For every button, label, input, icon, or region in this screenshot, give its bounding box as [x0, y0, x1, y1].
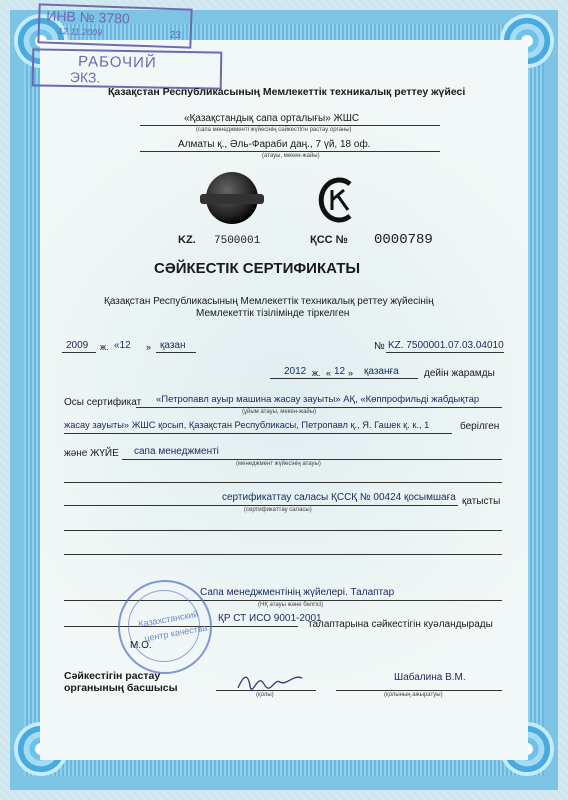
underline	[64, 433, 452, 434]
seal-text: Казахстанский	[137, 608, 200, 630]
holder-label: Осы сертификат	[64, 397, 142, 408]
round-seal	[118, 580, 212, 674]
kss-label: ҚСС №	[310, 234, 348, 246]
scope-relation: қатысты	[462, 496, 501, 507]
requirements-line1: Сапа менеджментінің жүйелері. Талаптар	[200, 587, 395, 598]
kss-number: 0000789	[374, 232, 433, 248]
underline	[64, 482, 502, 483]
issue-year: 2009	[66, 340, 89, 351]
reg-number: KZ. 7500001.07.03.04010	[388, 340, 504, 351]
stamp-number: 23	[169, 29, 182, 42]
valid-month: қазанға	[364, 366, 399, 377]
underline	[336, 690, 502, 691]
standard-name: ҚР СТ ИСО 9001-2001	[218, 613, 322, 624]
underline	[216, 690, 316, 691]
org-name: «Қазақстандық сапа орталығы» ЖШС	[184, 113, 360, 124]
issue-month: қазан	[160, 340, 186, 351]
year-suffix: ж.	[100, 342, 109, 352]
holder-caption: (ұйым атауы, мекен-жайы)	[242, 409, 317, 415]
subtitle-line1: Қазақстан Республикасының Мемлекеттік техникалық реттеу жүйесінің	[104, 296, 434, 307]
certificate-title: СӘЙКЕСТІК СЕРТИФИКАТЫ	[154, 260, 361, 277]
requirements-caption: (НҚ атауы және белгісі)	[258, 602, 324, 608]
underline	[270, 378, 418, 379]
stamp-text: ЭКЗ.	[69, 69, 101, 86]
seal-placeholder: М.О.	[130, 640, 152, 651]
issue-day: «12	[114, 340, 131, 351]
year-suffix: ж.	[312, 368, 321, 378]
quote-close: »	[146, 342, 152, 352]
scope-value: сертификаттау саласы ҚССҚ № 00424 қосымшаға	[222, 492, 456, 503]
underline	[64, 505, 458, 506]
name-caption: (қолының ажыратуы)	[384, 692, 443, 698]
head-name: Шабалина В.М.	[394, 672, 466, 683]
org-name-caption: (сапа менеджменті жүйесінің сәйкестігін растау органы)	[196, 127, 352, 133]
scope-caption: (сертификаттау саласы)	[244, 507, 312, 513]
conformity-text: талаптарына сәйкестігін куәландырады	[308, 619, 493, 630]
kz-label: KZ.	[178, 234, 196, 246]
holder-name-line1: «Петропавл ауыр машина жасау зауыты» АҚ, «Көппрофильді жабдықтар	[156, 394, 480, 405]
org-address-caption: (атауы, мекен-жайы)	[262, 153, 320, 159]
reg-label: №	[374, 341, 385, 352]
stamp-text: ИНВ № 3780	[46, 7, 131, 27]
underline	[140, 125, 440, 126]
subtitle-line2: Мемлекеттік тізілімінде тіркелген	[196, 308, 350, 319]
holder-name-line2: жасау зауыты» ЖШС қосып, Қазақстан Республикасы, Петропавл қ., Я. Гашек қ. к., 1	[64, 420, 430, 430]
stamp-date: 12.11.2009	[57, 26, 103, 38]
working-copy-stamp	[32, 48, 223, 89]
sign-caption: (қолы)	[256, 692, 274, 698]
org-address: Алматы қ., Әль-Фараби даң., 7 үй, 18 оф.	[178, 139, 371, 150]
underline	[62, 352, 96, 353]
seal-text: центр качества	[143, 622, 208, 644]
system-value: сапа менеджменті	[134, 446, 219, 457]
kz-number: 7500001	[214, 235, 261, 247]
system-caption: (менеджмент жүйесінің атауы)	[236, 461, 321, 467]
quote-open: «	[326, 368, 332, 378]
underline	[64, 530, 502, 531]
stamp-text: РАБОЧИЙ	[77, 53, 157, 72]
head-title-line1: Сәйкестігін растау	[64, 670, 161, 682]
valid-year: 2012	[284, 366, 307, 377]
system-title: Қазақстан Республикасының Мемлекеттік техникалық реттеу жүйесі	[108, 86, 466, 98]
underline	[156, 352, 196, 353]
valid-day: 12	[334, 366, 346, 377]
underline	[64, 554, 502, 555]
underline	[136, 407, 502, 408]
valid-until-text: дейін жарамды	[424, 368, 495, 379]
system-label: және ЖҮЙЕ	[64, 448, 119, 459]
quote-close: »	[348, 368, 354, 378]
head-title-line2: органының басшысы	[64, 682, 178, 694]
underline	[386, 352, 504, 353]
underline	[122, 459, 502, 460]
globe-logo-icon	[206, 172, 258, 224]
underline	[140, 151, 440, 152]
issued-word: берілген	[460, 421, 500, 432]
kt-conformity-mark-icon	[314, 176, 358, 224]
inventory-stamp	[37, 3, 192, 48]
